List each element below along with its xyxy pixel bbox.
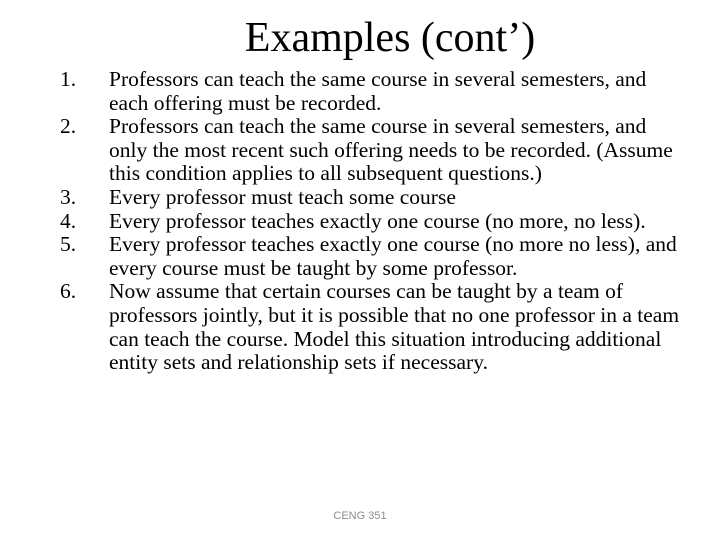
list-item <box>60 210 680 234</box>
item-number: 6. <box>60 279 77 304</box>
slide-title: Examples (cont’) <box>244 15 536 61</box>
list-item <box>60 68 680 115</box>
list-item <box>60 233 680 280</box>
item-text: Every professor must teach some course <box>109 184 456 209</box>
item-number: 1. <box>60 67 77 91</box>
item-text: Professors can teach the same course in several semesters, and only the most recent such offering needs to be recorded. (Assume this condition applies to all subsequent questions.) <box>109 114 673 186</box>
item-number: 2. <box>60 114 77 139</box>
item-text: Every professor teaches exactly one course (no more, no less). <box>109 208 646 233</box>
item-number: 3. <box>60 184 77 209</box>
item-number: 4. <box>60 208 77 233</box>
slide-footer: CENG 351 <box>333 510 387 522</box>
question-list <box>60 68 680 375</box>
item-number: 5. <box>60 232 77 257</box>
list-item <box>60 186 680 210</box>
list-item <box>60 280 680 374</box>
list-item <box>60 115 680 186</box>
item-text: Professors can teach the same course in several semesters, and each offering must be recorded. <box>109 67 647 115</box>
item-text: Now assume that certain courses can be taught by a team of professors jointly, but it is possible that no one professor in a team can teach the course. Model this situation introducing additional entity sets and relationship sets if necessary. <box>109 279 680 375</box>
item-text: Every professor teaches exactly one course (no more no less), and every course must be taught by some professor. <box>109 232 677 280</box>
